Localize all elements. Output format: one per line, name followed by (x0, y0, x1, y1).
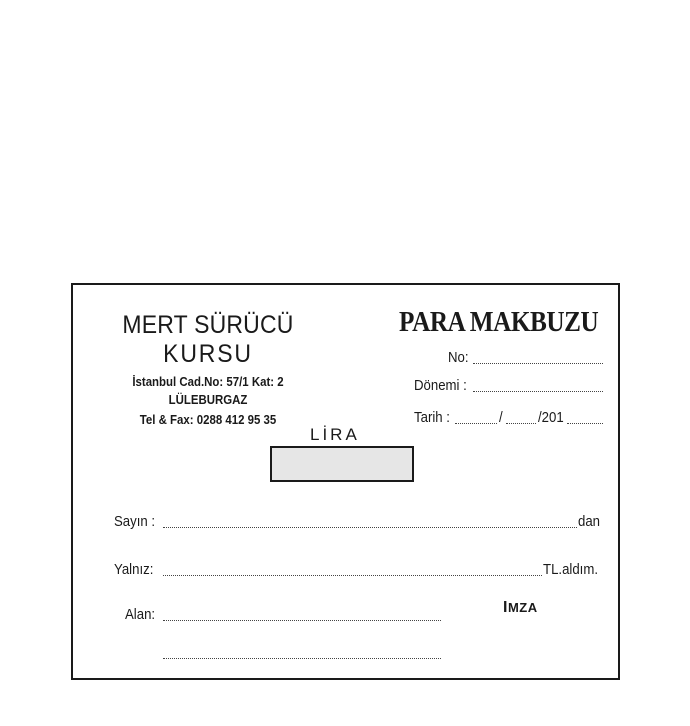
period-field[interactable] (473, 391, 603, 392)
only-suffix: TL.aldım. (543, 561, 599, 578)
received-by-field[interactable] (163, 620, 441, 621)
company-name (121, 311, 296, 369)
receipt-no-field[interactable] (473, 363, 603, 364)
payer-field[interactable] (163, 527, 577, 528)
amount-words-field[interactable] (163, 575, 542, 576)
company-phone: Tel & Fax: 0288 412 95 35 (139, 412, 277, 427)
received-by-label: Alan: (125, 606, 156, 623)
period-label: Dönemi : (414, 377, 467, 394)
date-month-field[interactable] (506, 423, 536, 424)
signature-label (503, 599, 538, 617)
receipt-no-label: No: (448, 349, 469, 366)
dear-label: Sayın : (114, 513, 156, 530)
receipt-title: PARA MAKBUZU (399, 307, 599, 338)
dear-suffix: dan (578, 513, 601, 530)
date-separator-2: /201 (538, 409, 564, 426)
receipt-form (71, 283, 620, 680)
amount-box[interactable] (270, 446, 414, 482)
only-label: Yalnız: (114, 561, 154, 578)
date-separator-1: / (499, 409, 503, 426)
signature-label-first: I (503, 599, 508, 616)
date-year-field[interactable] (567, 423, 603, 424)
date-day-field[interactable] (455, 423, 497, 424)
date-label: Tarih : (414, 409, 450, 426)
company-address-street: İstanbul Cad.No: 57/1 Kat: 2 (132, 374, 284, 389)
received-by-field-2[interactable] (163, 658, 441, 659)
currency-label: LİRA (310, 425, 360, 444)
signature-label-rest: MZA (507, 600, 538, 615)
company-address-city: LÜLEBURGAZ (168, 392, 248, 407)
company-name-line2: KURSU (163, 340, 253, 368)
company-name-line1: MERT SÜRÜCÜ (122, 311, 294, 339)
